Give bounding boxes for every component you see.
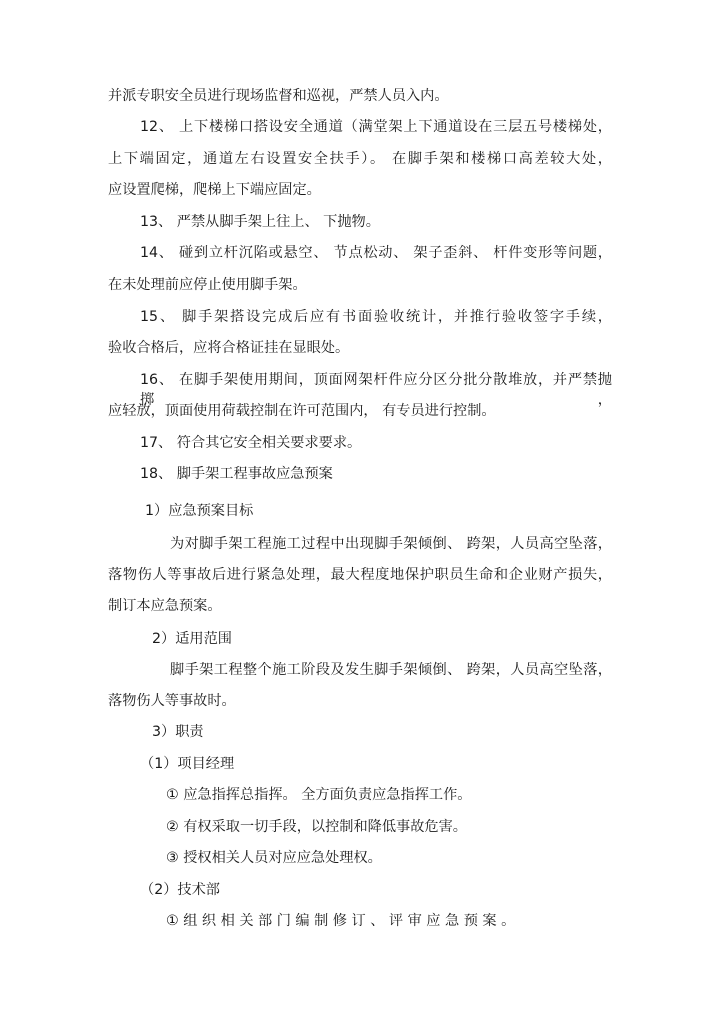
paragraph-line: 并派专职安全员进行现场监督和巡视，严禁人员入内。 [108, 88, 449, 104]
list-item-12: 12、 上下楼梯口搭设安全通道（满堂架上下通道设在三层五号楼梯处， [140, 119, 612, 135]
section-heading: 2）适用范围 [152, 631, 232, 647]
list-item: ③ 授权相关人员对应应急处理权。 [166, 850, 382, 866]
list-item-17: 17、 符合其它安全相关要求要求。 [140, 435, 362, 451]
list-item: ① 应急指挥总指挥。 全方面负责应急指挥工作。 [166, 787, 472, 803]
section-heading: 1）应急预案目标 [145, 503, 254, 519]
paragraph-line: 脚手架工程整个施工阶段及发生脚手架倾倒、 跨架，人员高空坠落， [170, 662, 612, 678]
subsection-heading: （1）项目经理 [140, 756, 235, 772]
list-item: ① 组 织 相 关 部 门 编 制 修 订 、 评 审 应 急 预 案 。 [166, 913, 516, 929]
list-item-15: 15、 脚手架搭设完成后应有书面验收统计，并推行验收签字手续， [140, 309, 612, 325]
paragraph-line: 在未处理前应停止使用脚手架。 [108, 277, 307, 293]
list-item-18: 18、 脚手架工程事故应急预案 [140, 466, 333, 482]
paragraph-line: 验收合格后，应将合格证挂在显眼处。 [108, 340, 350, 356]
list-item-14: 14、 碰到立杆沉陷或悬空、 节点松动、 架子歪斜、 杆件变形等问题， [140, 245, 612, 261]
section-heading: 3）职责 [152, 724, 204, 740]
paragraph-line: 上下端固定，通道左右设置安全扶手）。 在脚手架和楼梯口高差较大处， [108, 151, 612, 167]
paragraph-line: 落物伤人等事故后进行紧急处理，最大程度地保护职员生命和企业财产损失， [108, 567, 612, 583]
paragraph-line: 制订本应急预案。 [108, 598, 222, 614]
paragraph-line: 应设置爬梯，爬梯上下端应固定。 [108, 182, 321, 198]
paragraph-line: 为对脚手架工程施工过程中出现脚手架倾倒、 跨架，人员高空坠落， [170, 536, 612, 552]
list-item-13: 13、 严禁从脚手架上往上、 下抛物。 [140, 214, 380, 230]
paragraph-line: 应轻放，顶面使用荷载控制在许可范围内， 有专员进行控制。 [108, 403, 496, 419]
subsection-heading: （2）技术部 [140, 882, 220, 898]
paragraph-line: 落物伤人等事故时。 [108, 693, 236, 709]
list-item-16: 16、 在脚手架使用期间，顶面网架杆件应分区分批分散堆放，并严禁抛掷， [140, 372, 612, 408]
list-item: ② 有权采取一切手段，以控制和降低事故危害。 [166, 819, 467, 835]
